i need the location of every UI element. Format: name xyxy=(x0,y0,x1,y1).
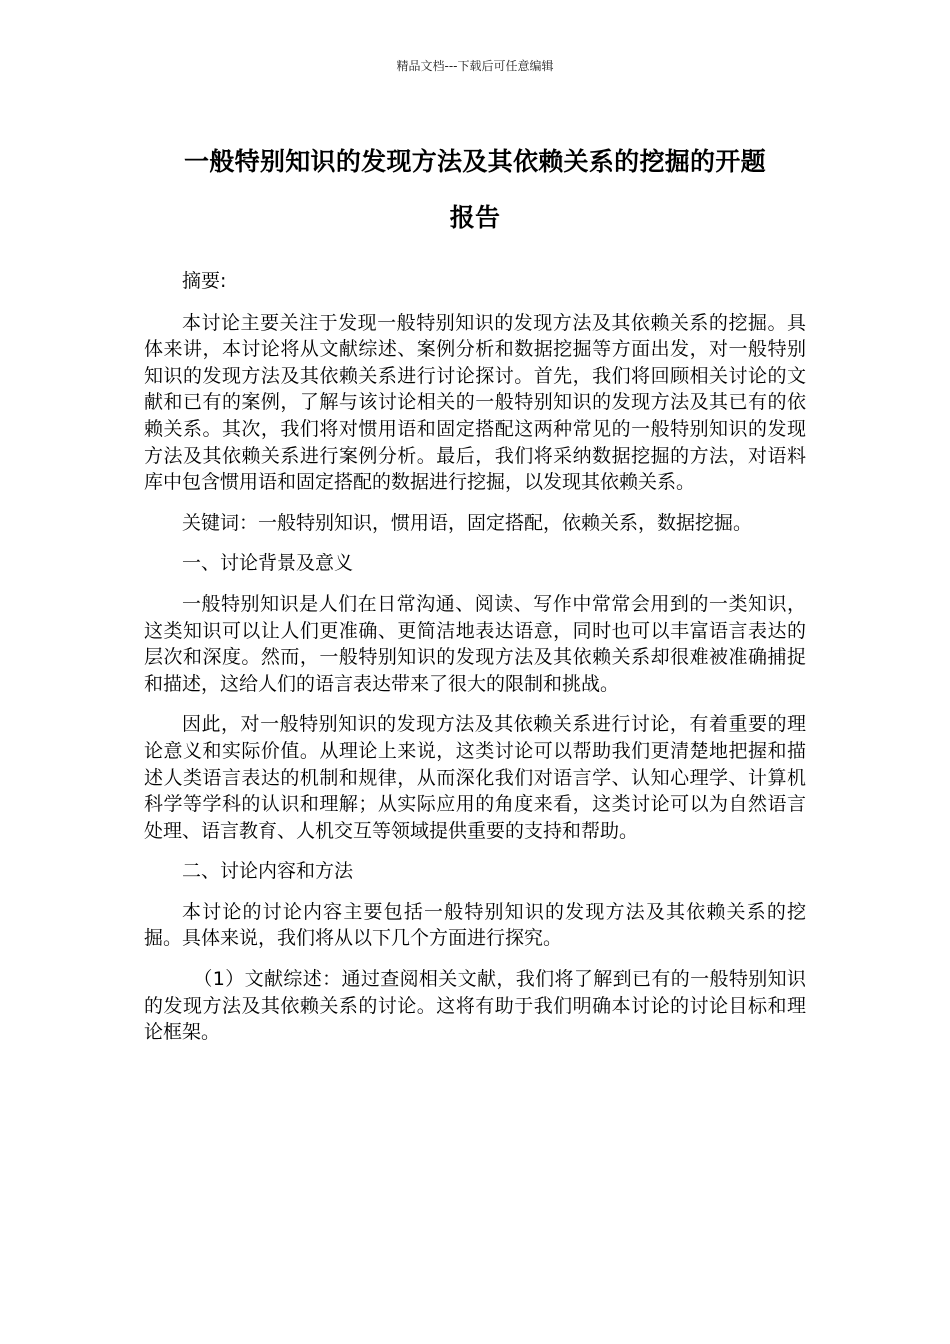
keywords-paragraph: 关键词：一般特别知识，惯用语，固定搭配，依赖关系，数据挖掘。 xyxy=(182,511,753,534)
section-1-paragraph-1: 一般特别知识是人们在日常沟通、阅读、写作中常常会用到的一类知识，这类知识可以让人们更准确、更简洁地表达语意，同时也可以丰富语言表达的层次和深度。然而，一般特别知识的发现方法及其依赖关系却很难被准确捕捉和描述，这给人们的语言表达带来了很大的限制和挑战。 xyxy=(144,592,806,695)
document-title-line-1: 一般特别知识的发现方法及其依赖关系的挖掘的开题 xyxy=(184,147,766,176)
document-title-line-2: 报告 xyxy=(449,203,501,232)
abstract-label: 摘要: xyxy=(182,270,227,292)
section-2-paragraph-1: 本讨论的讨论内容主要包括一般特别知识的发现方法及其依赖关系的挖掘。具体来说，我们将从以下几个方面进行探究。 xyxy=(144,900,806,950)
abstract-paragraph: 本讨论主要关注于发现一般特别知识的发现方法及其依赖关系的挖掘。具体来讲，本讨论将从文献综述、案例分析和数据挖掘等方面出发，对一般特别知识的发现方法及其依赖关系进行讨论探讨。首先，我们将回顾相关讨论的文献和已有的案例，了解与该讨论相关的一般特别知识的发现方法及其已有的依赖关系。其次，我们将对惯用语和固定搭配这两种常见的一般特别知识的发现方法及其依赖关系进行案例分析。最后，我们将采纳数据挖掘的方法，对语料库中包含惯用语和固定搭配的数据进行挖掘，以发现其依赖关系。 xyxy=(144,311,806,494)
section-2-item-1: （1）文献综述：通过查阅相关文献，我们将了解到已有的一般特别知识的发现方法及其依赖关系的讨论。这将有助于我们明确本讨论的讨论目标和理论框架。 xyxy=(144,968,806,1044)
document-body xyxy=(144,268,806,1060)
page-header-note: 精品文档---下载后可任意编辑 xyxy=(396,59,554,73)
section-1-paragraph-2: 因此，对一般特别知识的发现方法及其依赖关系进行讨论，有着重要的理论意义和实际价值。从理论上来说，这类讨论可以帮助我们更清楚地把握和描述人类语言表达的机制和规律，从而深化我们对语言学、认知心理学、计算机科学等学科的认识和理解；从实际应用的角度来看，这类讨论可以为自然语言处理、语言教育、人机交互等领域提供重要的支持和帮助。 xyxy=(144,713,806,842)
section-2-heading: 二、讨论内容和方法 xyxy=(182,860,354,883)
document-title xyxy=(130,134,820,246)
section-1-heading: 一、讨论背景及意义 xyxy=(182,552,354,575)
